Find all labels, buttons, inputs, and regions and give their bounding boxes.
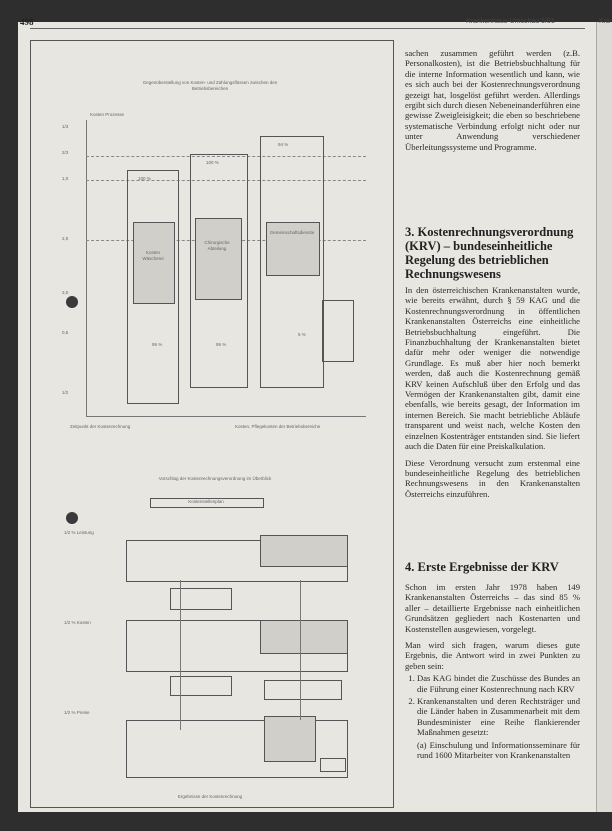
y-tick-4: 3,0	[62, 290, 69, 295]
legend-left: Zeitpunkt der Kostenrechnung	[70, 424, 131, 429]
running-title: Krankenhaus-Umschau 5/81	[466, 18, 555, 25]
legend-right: Kosten, Pflegekosten der Betriebsbereiche	[235, 424, 321, 429]
y-tick-1: 2/3	[62, 150, 69, 155]
header-rule	[30, 28, 585, 29]
kostenstellenplan-label: Kostenstellenplan	[188, 499, 224, 504]
paragraph-text-5: Man wird sich fragen, warum dieses gute Ergebnis, die Antwort wird in zwei Punkten zu geben sein:	[405, 640, 580, 671]
side-note-3: 1/2 % Preise	[64, 710, 90, 715]
reasons-list	[405, 673, 580, 737]
adjacent-page-edge	[596, 18, 612, 812]
flow-connector-1	[180, 580, 181, 730]
list-item: 2. Krankenanstalten und deren Rechtsträger und die Länder haben in Zusammenarbeit mit dem Bundesminister eine Reihe flankierender Maßnahmen gesetzt:	[417, 696, 580, 738]
column-b-inner	[195, 218, 242, 300]
y-tick-0: 1/3	[62, 124, 69, 129]
y-tick-5: 0,5	[62, 330, 69, 335]
flow-block-1-highlight	[260, 535, 348, 567]
flow-connector-2	[300, 580, 301, 720]
upper-baseline	[86, 416, 366, 417]
bottom-caption: Ergebnisse der Kostenrechnung	[177, 794, 243, 799]
column-c-mid-pct: 5 %	[298, 332, 306, 337]
upper-y-axis	[86, 120, 87, 416]
column-a-label: Kosten Wäscherei	[142, 250, 164, 261]
column-b-top-pct: 100 %	[206, 160, 219, 165]
paragraph-text-2: In den österreichischen Krankenanstalten wurde, wie bereits erwähnt, durch § 59 KAG und die Kostenrechnungsverordnung in öffentlichen Krankenanstalten Österreichs eine einheitliche Betriebsbuchhaltung eingeführt. Die Finanzbuchhaltung der Krankenanstalten bietet dafür mehr oder weniger die notwendige Grundlage. Es muß aber hier noch bemerkt werden, daß auch die Kostenrechnung gemäß KRV keinen Aufschluß über den Erfolg und das Vermögen der Krankenanstalten gibt, damit eine ebenfalls, wie bereits gesagt, der Information im internen Bereich. Sie macht betriebliche Abläufe transparent und weist nach, welche Kosten den einzelnen Kostenträger entstanden sind. Sie liefert auch die Daten für eine Preiskalkulation.	[405, 285, 580, 452]
y-tick-3: 2,0	[62, 236, 69, 241]
side-note-1: 1/2 % Leistung	[64, 530, 94, 535]
paragraph-text-1: sachen zusammen geführt werden (z.B. Personalkosten), ist die Betriebsbuchhaltung für die interne Information wesentlich und kann, wie es sich auch bei der Kostenrechnungsverordnung gezeigt hat, losgelöst geführt werden. Allerdings ergibt sich durch diesen Nebeneinanderführen eine gewisse Zweigleisigkeit; die eben so beschriebene systematische Verbindung erfolgt nicht oder nur unter Anwendung verschiedener Überleitungssysteme und Programme.	[405, 48, 580, 152]
y-tick-6: 1/2	[62, 390, 69, 395]
side-note-2: 1/2 % Kosten	[64, 620, 91, 625]
body-section-3	[405, 285, 580, 505]
column-c-top-pct: 94 %	[278, 142, 289, 147]
column-b-label: Chirurgische Abteilung	[204, 240, 230, 251]
column-c-step	[322, 300, 354, 362]
adjacent-page-header: Kra	[599, 18, 610, 25]
flow-block-7	[320, 758, 346, 772]
middle-caption: Vorschlag der Kostenrechnungsverordnung im Überblick	[158, 476, 272, 481]
body-section-4	[405, 582, 580, 767]
section-heading-3: 3. Kostenrechnungsverordnung (KRV) – bundeseinheitliche Regelung des betrieblichen Rechnungswesens	[405, 225, 574, 281]
flow-block-5	[264, 680, 342, 700]
flow-block-6-highlight	[264, 716, 316, 762]
column-b-mid-pct: 95 %	[216, 342, 227, 347]
y-tick-2: 1,0	[62, 176, 69, 181]
upper-caption: Gegenüberstellung von Kosten- und Zahlungsflüssen zwischen den Betriebsbereichen	[142, 80, 278, 91]
sub-item-text: (a) Einschulung und Informationsseminare für rund 1600 Mitarbeiter von Krankenanstalten	[417, 739, 580, 761]
body-paragraph-1	[405, 48, 580, 158]
upper-ylabel: Kosten Prozesse	[90, 112, 125, 117]
column-a-mid-pct: 95 %	[152, 342, 163, 347]
column-c-label: Gemeinschaftsdienste	[269, 230, 315, 235]
column-a-inner	[133, 222, 175, 304]
section-heading-4: 4. Erste Ergebnisse der KRV	[405, 560, 559, 574]
list-item: 1. Das KAG bindet die Zuschüsse des Bundes an die Führung einer Kostenrechnung nach KRV	[417, 673, 580, 694]
column-a-top-pct: 100 %	[138, 176, 151, 181]
flow-block-3-highlight	[260, 620, 348, 654]
diagram-figure	[30, 40, 394, 810]
paragraph-text-4: Schon im ersten Jahr 1978 haben 149 Krankenanstalten Österreichs – das sind 85 % aller – detaillierte Ergebnisse nach einheitlichen Grundsätzen gegliedert nach Kostenarten und Kostenstellen ausgewiesen, vorgelegt.	[405, 582, 580, 634]
page-number: 498	[20, 17, 34, 27]
paragraph-text-3: Diese Verordnung versucht zum erstenmal eine bundeseinheitliche Regelung des betrieblichen Rechnungswesens in den Krankenanstalten Österreichs einzuführen.	[405, 457, 580, 499]
